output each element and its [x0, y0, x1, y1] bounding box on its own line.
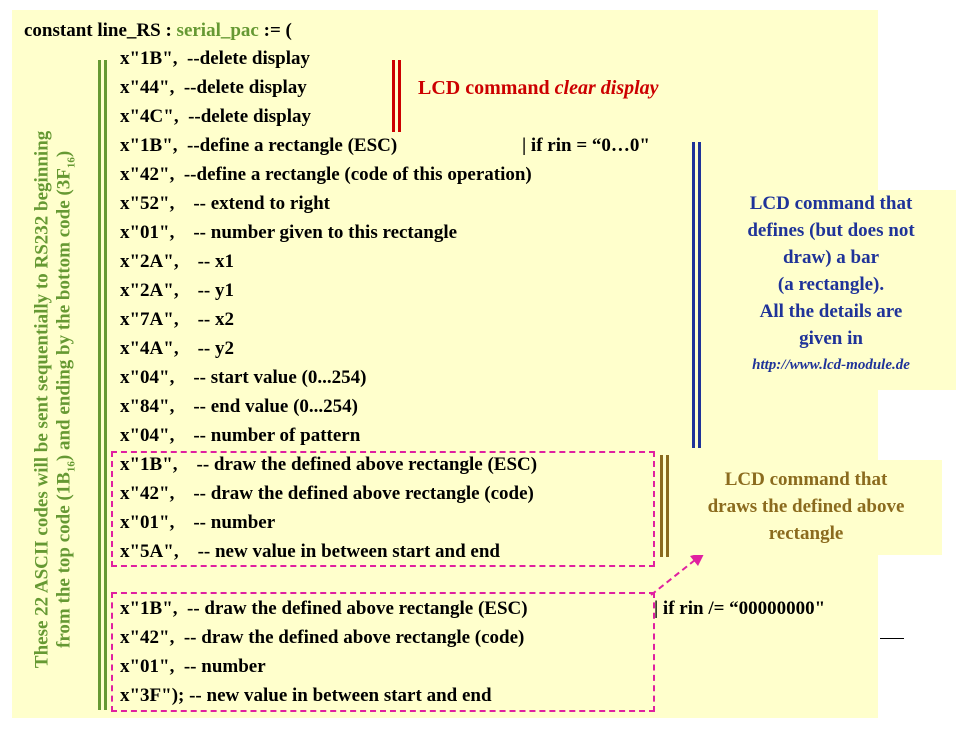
code-line-17: x"01", -- number	[120, 512, 276, 533]
side-caption-line2: from the top code $(1B_{16})$ and ending by the bottom code $(3F_{16})$	[53, 150, 78, 648]
lcd-module-link[interactable]: http://www.lcd-module.de	[752, 357, 910, 373]
code-line-13: x"84", -- end value (0...254)	[120, 396, 359, 417]
header-keyword: constant line_RS :	[24, 20, 177, 41]
code-line-10: x"7A", -- x2	[120, 309, 234, 330]
code-line-12: x"04", -- start value (0...254)	[120, 367, 367, 388]
code-line-16: x"42", -- draw the defined above rectangle (code)	[120, 483, 534, 504]
code-line-1: x"1B", --delete display	[120, 48, 310, 69]
code-line-18: x"5A", -- new value in between start and end	[120, 541, 500, 562]
code-line-4: x"1B", --define a rectangle (ESC)	[120, 135, 398, 156]
condition-rin-nonzero: | if rin /= “00000000"	[654, 598, 826, 619]
code-line-6: x"52", -- extend to right	[120, 193, 331, 214]
code-line-15: x"1B", -- draw the defined above rectangle (ESC)	[120, 454, 538, 475]
note-draw-rectangle: LCD command that draws the defined above rectangle	[670, 460, 942, 555]
code-line-9: x"2A", -- y1	[120, 280, 234, 301]
note-define-bar: LCD command that defines (but does not draw) a bar (a rectangle). All the details are given in http://www.lcd-module.de	[706, 190, 956, 390]
header-type: serial_pac	[176, 20, 259, 41]
code-line-22: x"3F"); -- new value in between start and end	[120, 685, 492, 706]
header-rest: := (	[258, 20, 292, 41]
code-line-7: x"01", -- number given to this rectangle	[120, 222, 458, 243]
dashed-arrow-line	[651, 560, 695, 595]
code-line-8: x"2A", -- x1	[120, 251, 234, 272]
code-line-21: x"01", -- number	[120, 656, 266, 677]
code-line-2: x"44", --delete display	[120, 77, 307, 98]
code-line-3: x"4C", --delete display	[120, 106, 312, 127]
code-line-11: x"4A", -- y2	[120, 338, 234, 359]
code-line-5: x"42", --define a rectangle (code of this operation)	[120, 164, 532, 185]
note-clear-display: LCD command clear display	[418, 77, 659, 99]
divider-stub	[880, 638, 904, 639]
condition-rin-zero: | if rin = “0…0"	[522, 135, 650, 156]
code-line-19: x"1B", -- draw the defined above rectangle (ESC)	[120, 598, 528, 619]
code-line-20: x"42", -- draw the defined above rectangle (code)	[120, 627, 525, 648]
code-line-14: x"04", -- number of pattern	[120, 425, 361, 446]
side-caption-line1: These 22 ASCII codes will be sent sequentially to RS232 beginning	[31, 130, 53, 669]
